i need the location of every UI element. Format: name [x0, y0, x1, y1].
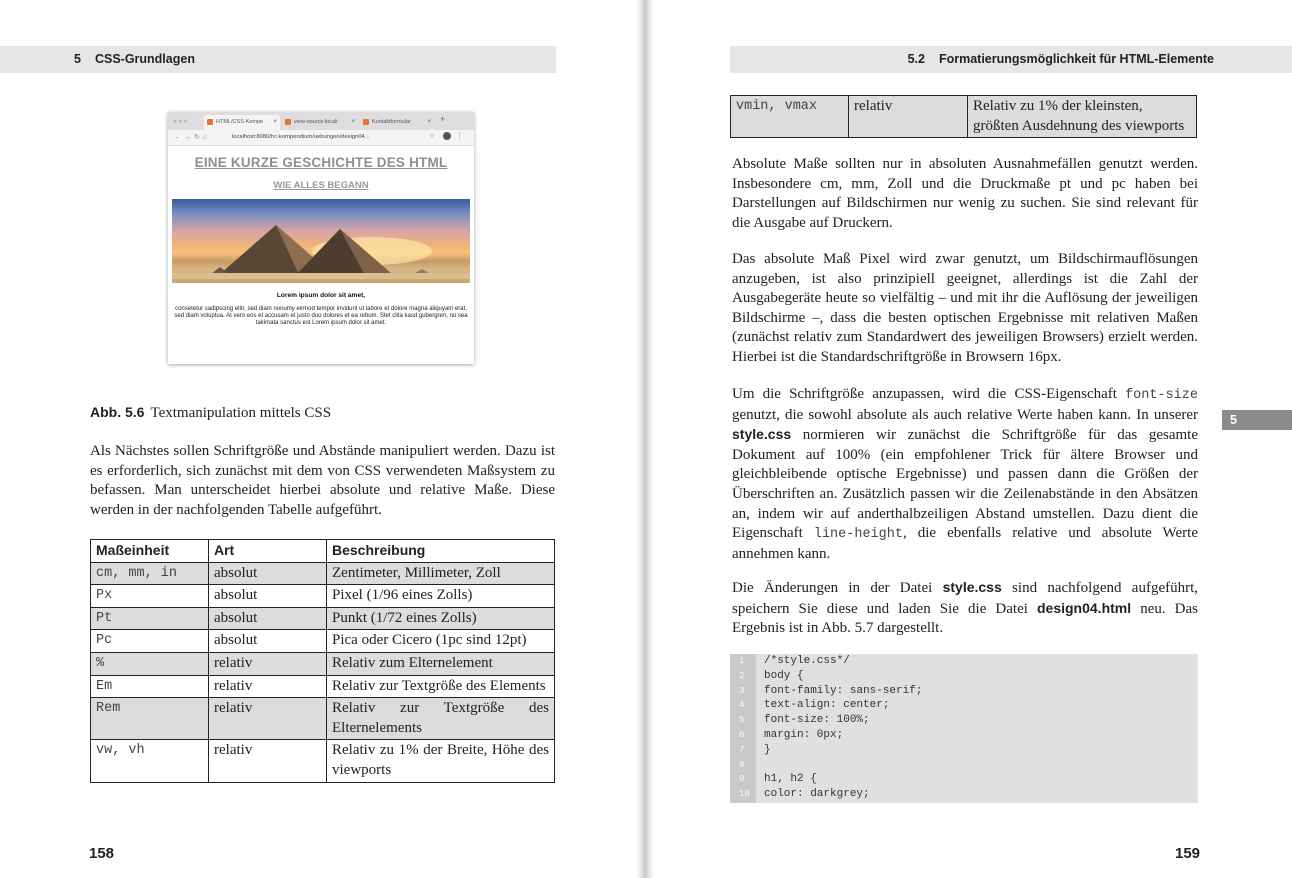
unit-cell: Rem: [91, 698, 209, 740]
filename: style.css: [732, 426, 792, 443]
units-table: [90, 539, 555, 783]
code-line: [730, 772, 1198, 787]
table-row: [91, 740, 555, 782]
text-run: normieren wir zunächst die Schriftgröße für das gesamte Dokument auf 100% (ein empfohlener Trick für ältere Browser und gleichbleibende optische Ergebnisse) und passen dann die Größen der Überschriften an. Zusätzlich passen wir die Zeilenabstände in den Absätzen an, indem wir auf anderthalbzeiligen Abstand umstellen. Dazu dient die Eigenschaft: [732, 427, 1198, 542]
code-text: h1, h2 {: [764, 773, 817, 786]
code-text: /*style.css*/: [764, 655, 850, 667]
description-cell: Relativ zur Textgröße des Elternelements: [327, 698, 555, 740]
table-row: [91, 562, 555, 585]
code-line: [730, 758, 1198, 773]
filename: style.css: [942, 579, 1002, 595]
lorem-lead: Lorem ipsum dolor sit amet,: [276, 292, 366, 299]
table-row: [91, 630, 555, 653]
caption-label: Abb. 5.6: [90, 404, 145, 420]
figure-caption: [90, 404, 331, 422]
inline-code: font-size: [1125, 388, 1198, 403]
chapter-number: 5: [74, 52, 81, 66]
column-header: Art: [209, 540, 327, 563]
description-cell: Punkt (1/72 eines Zolls): [327, 607, 555, 630]
browser-tab-3: [360, 115, 434, 130]
unit-cell: Pt: [91, 607, 209, 630]
code-line: [730, 787, 1198, 802]
code-text: font-size: 100%;: [764, 714, 870, 727]
code-line: [730, 728, 1198, 743]
type-cell: relativ: [849, 96, 968, 138]
tab-label: Kontaktformular: [372, 119, 411, 125]
table-row: [731, 96, 1197, 138]
favicon-icon: [207, 119, 213, 125]
table-row: [91, 675, 555, 698]
table-header-row: [91, 540, 555, 563]
line-number: 7: [739, 744, 745, 755]
code-text: }: [764, 743, 771, 756]
unit-cell: %: [91, 652, 209, 675]
unit-cell: Em: [91, 675, 209, 698]
type-cell: absolut: [209, 630, 327, 653]
table-row: [91, 585, 555, 608]
type-cell: relativ: [209, 740, 327, 782]
window-controls-icon: ●●●: [173, 118, 189, 125]
lorem-paragraph: consetetur sadipscing elitr, sed diam nonumy eirmod tempor invidunt ut labore et dolore magna aliquyam erat, sed diam voluptua. At vero eos et accusam et justo duo dolores et ea rebum. Stet clita kasd gubergren, no sea takimata sanctus est Lorem ipsum dolor sit amet.: [174, 306, 468, 326]
browser-toolbar-icons: ☆ ⋮: [428, 133, 466, 140]
line-number: 4: [739, 700, 745, 711]
code-line: [730, 743, 1198, 758]
type-cell: relativ: [209, 698, 327, 740]
units-table-continued: [730, 95, 1197, 138]
code-line: [730, 669, 1198, 684]
browser-screenshot: [168, 112, 474, 364]
inline-code: line-height: [813, 527, 903, 543]
line-number: 5: [739, 715, 745, 726]
text-run: Die Änderungen in der Datei: [732, 580, 943, 596]
tab-label: HTML/CSS-Kompe: [216, 119, 264, 125]
table-row: [91, 698, 555, 740]
paragraph-absolute-units: Absolute Maße sollten nur in absoluten Ausnahmefällen genutzt werden. Insbesondere cm, mm, Zoll und die Druckmaße pt und pc haben bei Darstellungen auf Bildschirmen nur wenig zu suchen. Sie sind relevant für die Ausgabe auf Druckern.: [732, 156, 1198, 231]
running-head-right: [730, 46, 1292, 73]
description-cell: Relativ zu 1% der Breite, Höhe des viewports: [327, 740, 555, 782]
code-text: color: darkgrey;: [764, 788, 870, 801]
page-number-right: 159: [1175, 845, 1201, 862]
favicon-icon: [363, 119, 369, 125]
line-number: 10: [739, 789, 750, 800]
text-run: genutzt, die sowohl absolute als auch relative Werte haben kann. In unserer: [732, 406, 1198, 423]
favicon-icon: [285, 119, 291, 125]
url-text: localhost:8080/hc-kompendium/uebungen/design04...: [232, 134, 370, 140]
description-cell: Pica oder Cicero (1pc sind 12pt): [327, 630, 555, 653]
site-heading: EINE KURZE GESCHICHTE DES HTML: [194, 155, 448, 170]
type-cell: absolut: [209, 607, 327, 630]
code-text: [756, 759, 764, 771]
description-cell: Relativ zur Textgröße des Elements: [327, 675, 555, 698]
code-text: body {: [764, 669, 804, 682]
profile-avatar-icon: [443, 132, 451, 140]
section-title: Formatierungsmöglichkeit für HTML-Elemente: [938, 52, 1214, 66]
type-cell: relativ: [209, 675, 327, 698]
section-number: 5.2: [907, 52, 925, 66]
text-run: Um die Schriftgröße anzupassen, wird die CSS-Eigenschaft: [732, 386, 1126, 402]
browser-tab-strip: [168, 112, 474, 130]
line-number: 8: [739, 759, 745, 770]
left-page: [0, 0, 636, 878]
tab-label: view-source:locali: [294, 119, 338, 125]
code-line: [730, 698, 1198, 713]
close-icon: ×: [351, 119, 355, 125]
code-line: [730, 654, 1198, 669]
unit-cell: Px: [91, 585, 209, 608]
page-number-left: 158: [89, 845, 115, 862]
column-header: Beschreibung: [327, 540, 555, 563]
filename: design04.html: [1036, 599, 1132, 616]
code-text: font-family: sans-serif;: [764, 684, 923, 697]
site-subheading: WIE ALLES BEGANN: [273, 180, 369, 191]
line-number: 6: [739, 729, 745, 740]
text-run: , die ebenfalls relative und absolute Werte annehmen kann.: [732, 525, 1198, 562]
line-number: 1: [739, 656, 745, 666]
text-run: sind nachfolgend aufgeführt, speichern Sie diese und laden Sie die Datei: [732, 580, 1199, 617]
right-page: [654, 0, 1292, 878]
chapter-thumb-tab: 5: [1222, 410, 1292, 430]
running-head-left: [0, 46, 556, 73]
code-text: text-align: center;: [764, 699, 890, 712]
browser-tab-1: [204, 115, 280, 130]
description-cell: Pixel (1/96 eines Zolls): [327, 585, 555, 608]
unit-cell: Pc: [91, 630, 209, 653]
close-icon: ×: [273, 119, 277, 125]
description-cell: Relativ zum Elternelement: [327, 652, 555, 675]
type-cell: absolut: [209, 562, 327, 585]
unit-cell: vmin, vmax: [731, 96, 849, 138]
pyramids-illustration: [172, 199, 470, 283]
table-row: [91, 607, 555, 630]
type-cell: absolut: [209, 585, 327, 608]
new-tab-icon: +: [440, 114, 446, 124]
line-number: 2: [739, 670, 745, 681]
line-number: 3: [739, 685, 745, 696]
code-line: [730, 713, 1198, 728]
close-icon: ×: [427, 119, 431, 125]
description-cell: Relativ zu 1% der kleinsten, größten Ausdehnung des viewports: [968, 96, 1197, 138]
unit-cell: vw, vh: [91, 740, 209, 782]
code-listing: [730, 654, 1198, 803]
paragraph-font-size: [732, 385, 1198, 564]
caption-text: Textmanipulation mittels CSS: [150, 405, 332, 421]
chapter-title: CSS-Grundlagen: [94, 52, 195, 66]
unit-cell: cm, mm, in: [91, 562, 209, 585]
intro-paragraph: Als Nächstes sollen Schriftgröße und Abstände manipuliert werden. Dazu ist es erforderlich, sich zunächst mit dem von CSS verwendeten Maßsystem zu befassen. Man unterscheidet hierbei absolute und relative Maße. Diese werden in der nachfolgenden Tabelle aufgeführt.: [90, 443, 555, 518]
browser-tab-2: [282, 115, 358, 130]
code-text: margin: 0px;: [764, 728, 844, 741]
type-cell: relativ: [209, 652, 327, 675]
book-spine: [636, 0, 654, 878]
code-line: [730, 684, 1198, 699]
column-header: Maßeinheit: [91, 540, 209, 563]
paragraph-changes: [732, 578, 1198, 639]
paragraph-pixel: Das absolute Maß Pixel wird zwar genutzt, um Bildschirmauflösungen anzugeben, ist also prinzipiell geeignet, allerdings ist die Zahl der Ausgabegeräte heute so vielfältig – und mit ihr die Auflösung der jeweiligen Bildschirme –, dass die besten optischen Ergebnisse mit relativen Maßen (zunächst relativ zum Standardwert des jeweiligen Browsers) erzielt werden. Hierbei ist die Standardschriftgröße in Browsern 16px.: [732, 251, 1198, 365]
table-row: [91, 652, 555, 675]
navigation-arrows-icon: ←→↻⌂: [174, 134, 211, 141]
browser-address-bar: [168, 130, 474, 146]
description-cell: Zentimeter, Millimeter, Zoll: [327, 562, 555, 585]
text-run: neu. Das Ergebnis ist in Abb. 5.7 dargestellt.: [732, 600, 1198, 637]
line-number: 9: [739, 774, 745, 785]
pyramids-photo: [172, 199, 470, 283]
